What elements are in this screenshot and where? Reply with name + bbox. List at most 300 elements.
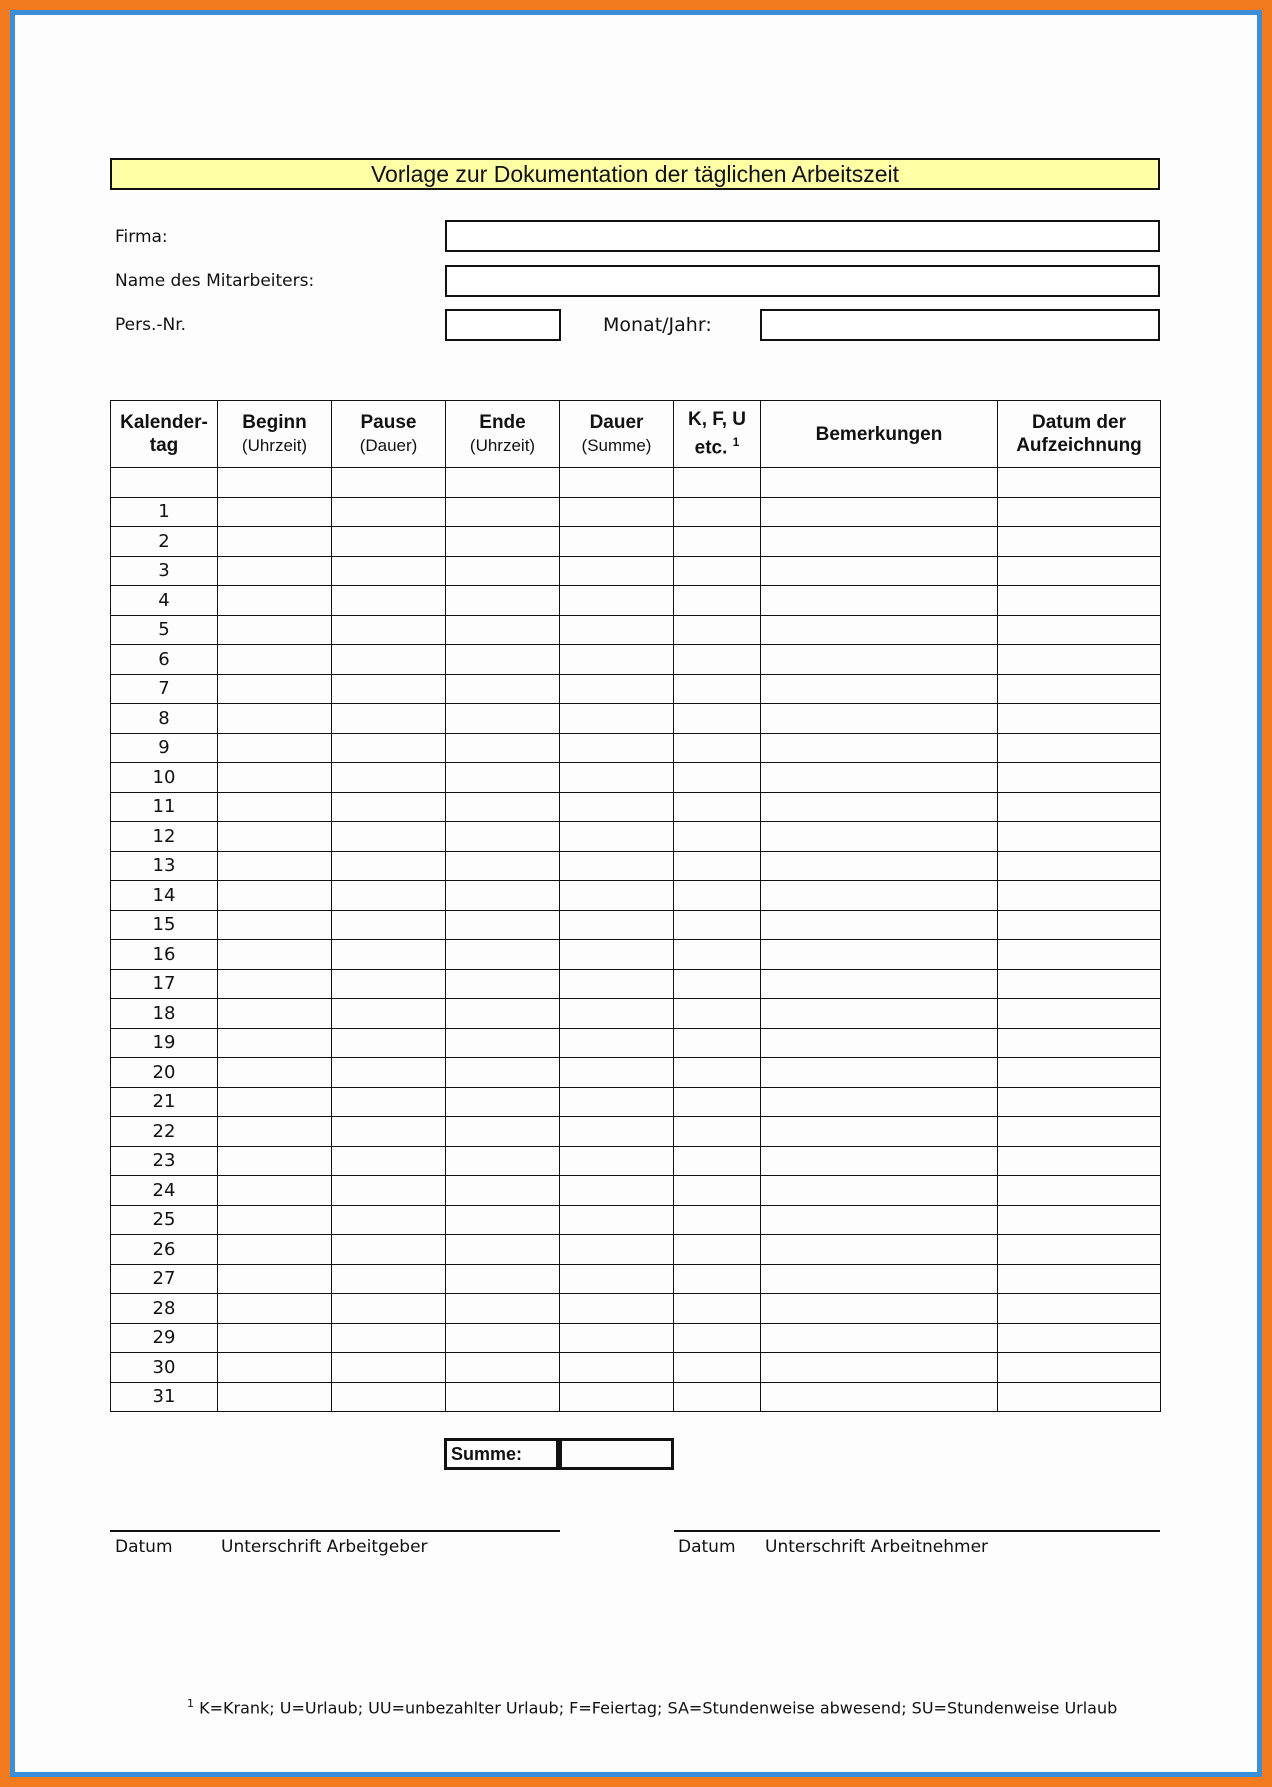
day-number-cell: 8 [111, 704, 218, 734]
entry-cell[interactable] [446, 1176, 560, 1206]
entry-cell[interactable] [998, 497, 1161, 527]
entry-cell[interactable] [218, 792, 332, 822]
entry-cell[interactable] [332, 674, 446, 704]
signature-line-employer [110, 1530, 560, 1532]
entry-cell[interactable] [332, 999, 446, 1029]
entry-cell[interactable] [674, 1028, 761, 1058]
firma-label: Firma: [115, 227, 168, 247]
entry-cell[interactable] [218, 910, 332, 940]
entry-cell[interactable] [674, 1323, 761, 1353]
entry-cell[interactable] [761, 910, 998, 940]
entry-cell[interactable] [218, 1058, 332, 1088]
entry-cell[interactable] [761, 645, 998, 675]
entry-cell[interactable] [998, 851, 1161, 881]
header-kalendertag: Kalender- tag [111, 401, 218, 468]
entry-cell[interactable] [332, 733, 446, 763]
entry-cell[interactable] [332, 1146, 446, 1176]
entry-cell[interactable] [560, 615, 674, 645]
entry-cell[interactable] [332, 1294, 446, 1324]
entry-cell[interactable] [560, 969, 674, 999]
entry-cell[interactable] [674, 527, 761, 557]
entry-cell[interactable] [218, 1382, 332, 1412]
entry-cell[interactable] [446, 497, 560, 527]
entry-cell[interactable] [761, 999, 998, 1029]
entry-cell[interactable] [761, 527, 998, 557]
day-number-cell: 25 [111, 1205, 218, 1235]
entry-cell[interactable] [761, 1028, 998, 1058]
entry-cell[interactable] [674, 822, 761, 852]
entry-cell[interactable] [446, 733, 560, 763]
entry-cell[interactable] [332, 1323, 446, 1353]
entry-cell[interactable] [560, 527, 674, 557]
entry-cell[interactable] [761, 1235, 998, 1265]
date-label-employer: Datum [115, 1537, 173, 1557]
entry-cell[interactable] [998, 645, 1161, 675]
day-number-cell: 21 [111, 1087, 218, 1117]
entry-cell[interactable] [332, 822, 446, 852]
entry-cell[interactable] [218, 733, 332, 763]
entry-cell[interactable] [674, 881, 761, 911]
entry-cell[interactable] [761, 792, 998, 822]
entry-cell[interactable] [218, 763, 332, 793]
day-number-cell: 9 [111, 733, 218, 763]
day-number-cell: 30 [111, 1353, 218, 1383]
entry-cell[interactable] [560, 881, 674, 911]
entry-cell[interactable] [674, 1205, 761, 1235]
entry-cell[interactable] [998, 527, 1161, 557]
entry-cell[interactable] [761, 1205, 998, 1235]
day-row [111, 1087, 1161, 1117]
persnr-field[interactable] [445, 309, 561, 341]
day-row [111, 1382, 1161, 1412]
entry-cell[interactable] [674, 1264, 761, 1294]
day-row [111, 586, 1161, 616]
entry-cell[interactable] [446, 1294, 560, 1324]
entry-cell[interactable] [761, 1146, 998, 1176]
day-row [111, 881, 1161, 911]
day-number-cell: 31 [111, 1382, 218, 1412]
entry-cell[interactable] [560, 1205, 674, 1235]
entry-cell[interactable] [998, 881, 1161, 911]
entry-cell[interactable] [674, 792, 761, 822]
entry-cell[interactable] [560, 1353, 674, 1383]
entry-cell[interactable] [674, 645, 761, 675]
entry-cell[interactable] [560, 674, 674, 704]
entry-cell[interactable] [332, 1382, 446, 1412]
day-row [111, 1205, 1161, 1235]
entry-cell[interactable] [761, 704, 998, 734]
entry-cell[interactable] [560, 1176, 674, 1206]
entry-cell[interactable] [560, 1117, 674, 1147]
entry-cell[interactable] [560, 733, 674, 763]
day-row [111, 704, 1161, 734]
entry-cell[interactable] [560, 556, 674, 586]
entry-cell[interactable] [998, 792, 1161, 822]
entry-cell[interactable] [446, 1205, 560, 1235]
entry-cell[interactable] [446, 940, 560, 970]
entry-cell[interactable] [674, 704, 761, 734]
entry-cell[interactable] [998, 1117, 1161, 1147]
entry-cell[interactable] [998, 763, 1161, 793]
entry-cell[interactable] [674, 969, 761, 999]
entry-cell[interactable] [674, 1087, 761, 1117]
entry-cell[interactable] [218, 1205, 332, 1235]
day-number-cell: 28 [111, 1294, 218, 1324]
entry-cell[interactable] [560, 1294, 674, 1324]
entry-cell[interactable] [674, 586, 761, 616]
day-number-cell: 29 [111, 1323, 218, 1353]
entry-cell[interactable] [761, 674, 998, 704]
entry-cell[interactable] [332, 1353, 446, 1383]
monat-label: Monat/Jahr: [603, 314, 712, 336]
day-row [111, 1058, 1161, 1088]
entry-cell[interactable] [218, 822, 332, 852]
entry-cell[interactable] [218, 1235, 332, 1265]
entry-cell[interactable] [332, 969, 446, 999]
day-row [111, 1028, 1161, 1058]
day-row [111, 645, 1161, 675]
entry-cell[interactable] [446, 1087, 560, 1117]
entry-cell[interactable] [446, 822, 560, 852]
day-row [111, 910, 1161, 940]
entry-cell[interactable] [998, 969, 1161, 999]
entry-cell[interactable] [560, 940, 674, 970]
entry-cell[interactable] [674, 1058, 761, 1088]
entry-cell[interactable] [332, 1176, 446, 1206]
footnote-marker: 1 [187, 1697, 194, 1710]
entry-cell[interactable] [332, 645, 446, 675]
entry-cell[interactable] [761, 586, 998, 616]
document-title: Vorlage zur Dokumentation der täglichen Arbeitszeit [110, 158, 1160, 190]
entry-cell[interactable] [446, 1353, 560, 1383]
entry-cell[interactable] [560, 792, 674, 822]
entry-cell[interactable] [761, 1264, 998, 1294]
entry-cell[interactable] [446, 527, 560, 557]
day-number-cell: 23 [111, 1146, 218, 1176]
entry-cell[interactable] [761, 1176, 998, 1206]
entry-cell[interactable] [218, 468, 332, 498]
day-number-cell: 3 [111, 556, 218, 586]
day-row [111, 763, 1161, 793]
entry-cell[interactable] [446, 792, 560, 822]
entry-cell[interactable] [998, 1205, 1161, 1235]
entry-cell[interactable] [674, 615, 761, 645]
entry-cell[interactable] [560, 1087, 674, 1117]
header-ende: Ende (Uhrzeit) [446, 401, 560, 468]
header-beginn: Beginn (Uhrzeit) [218, 401, 332, 468]
entry-cell[interactable] [560, 704, 674, 734]
entry-cell[interactable] [761, 1323, 998, 1353]
entry-cell[interactable] [761, 733, 998, 763]
entry-cell[interactable] [674, 940, 761, 970]
entry-cell[interactable] [998, 468, 1161, 498]
entry-cell[interactable] [332, 615, 446, 645]
name-label: Name des Mitarbeiters: [115, 271, 315, 291]
entry-cell[interactable] [446, 468, 560, 498]
entry-cell[interactable] [761, 468, 998, 498]
entry-cell[interactable] [218, 1028, 332, 1058]
entry-cell[interactable] [218, 704, 332, 734]
entry-cell[interactable] [998, 1323, 1161, 1353]
entry-cell[interactable] [560, 763, 674, 793]
entry-cell[interactable] [560, 586, 674, 616]
entry-cell[interactable] [560, 1382, 674, 1412]
entry-cell[interactable] [218, 527, 332, 557]
day-row [111, 969, 1161, 999]
summe-field[interactable] [559, 1438, 674, 1470]
entry-cell[interactable] [446, 1264, 560, 1294]
entry-cell[interactable] [446, 1028, 560, 1058]
entry-cell[interactable] [332, 763, 446, 793]
entry-cell[interactable] [998, 1353, 1161, 1383]
entry-cell[interactable] [218, 1294, 332, 1324]
empty-row [111, 468, 1161, 498]
entry-cell[interactable] [332, 1087, 446, 1117]
day-number-cell: 24 [111, 1176, 218, 1206]
entry-cell[interactable] [218, 674, 332, 704]
entry-cell[interactable] [332, 792, 446, 822]
day-number-cell: 12 [111, 822, 218, 852]
entry-cell[interactable] [560, 1028, 674, 1058]
entry-cell[interactable] [332, 527, 446, 557]
entry-cell[interactable] [332, 468, 446, 498]
entry-cell[interactable] [998, 999, 1161, 1029]
entry-cell[interactable] [560, 645, 674, 675]
entry-cell[interactable] [332, 704, 446, 734]
day-row [111, 1323, 1161, 1353]
entry-cell[interactable] [998, 1058, 1161, 1088]
entry-cell[interactable] [674, 910, 761, 940]
header-pause: Pause (Dauer) [332, 401, 446, 468]
day-row [111, 497, 1161, 527]
entry-cell[interactable] [332, 586, 446, 616]
entry-cell[interactable] [761, 556, 998, 586]
entry-cell[interactable] [446, 1117, 560, 1147]
entry-cell[interactable] [674, 674, 761, 704]
entry-cell[interactable] [998, 615, 1161, 645]
entry-cell[interactable] [446, 1146, 560, 1176]
entry-cell[interactable] [218, 556, 332, 586]
entry-cell[interactable] [761, 1382, 998, 1412]
entry-cell[interactable] [332, 881, 446, 911]
header-kfu: K, F, U etc. $^1$ [674, 401, 761, 468]
day-number-cell: 4 [111, 586, 218, 616]
day-number-cell: 16 [111, 940, 218, 970]
entry-cell[interactable] [332, 910, 446, 940]
day-row [111, 1176, 1161, 1206]
entry-cell[interactable] [674, 1146, 761, 1176]
day-row [111, 940, 1161, 970]
entry-cell[interactable] [446, 556, 560, 586]
entry-cell[interactable] [446, 1235, 560, 1265]
entry-cell[interactable] [218, 1353, 332, 1383]
entry-cell[interactable] [674, 556, 761, 586]
entry-cell[interactable] [218, 881, 332, 911]
entry-cell[interactable] [674, 1235, 761, 1265]
name-field[interactable] [445, 265, 1160, 297]
day-number-cell: 7 [111, 674, 218, 704]
date-label-employee: Datum [678, 1537, 736, 1557]
day-row [111, 527, 1161, 557]
entry-cell[interactable] [761, 881, 998, 911]
entry-cell[interactable] [674, 1176, 761, 1206]
entry-cell[interactable] [674, 1382, 761, 1412]
entry-cell[interactable] [674, 1353, 761, 1383]
entry-cell[interactable] [332, 497, 446, 527]
entry-cell[interactable] [332, 1028, 446, 1058]
entry-cell[interactable] [761, 969, 998, 999]
entry-cell[interactable] [998, 556, 1161, 586]
entry-cell[interactable] [332, 1058, 446, 1088]
entry-cell[interactable] [998, 586, 1161, 616]
entry-cell[interactable] [674, 763, 761, 793]
day-number-cell: 17 [111, 969, 218, 999]
day-number-cell: 26 [111, 1235, 218, 1265]
entry-cell[interactable] [998, 1235, 1161, 1265]
entry-cell[interactable] [560, 851, 674, 881]
entry-cell[interactable] [332, 1117, 446, 1147]
entry-cell[interactable] [761, 763, 998, 793]
summe-label: Summe: [444, 1438, 559, 1470]
entry-cell[interactable] [218, 497, 332, 527]
entry-cell[interactable] [332, 1235, 446, 1265]
entry-cell[interactable] [998, 940, 1161, 970]
entry-cell[interactable] [761, 851, 998, 881]
entry-cell[interactable] [560, 468, 674, 498]
entry-cell[interactable] [218, 851, 332, 881]
entry-cell[interactable] [761, 822, 998, 852]
entry-cell[interactable] [998, 1176, 1161, 1206]
day-number-cell: 19 [111, 1028, 218, 1058]
day-number-cell [111, 468, 218, 498]
entry-cell[interactable] [998, 822, 1161, 852]
entry-cell[interactable] [218, 645, 332, 675]
entry-cell[interactable] [446, 586, 560, 616]
entry-cell[interactable] [560, 1264, 674, 1294]
entry-cell[interactable] [560, 1235, 674, 1265]
entry-cell[interactable] [446, 851, 560, 881]
entry-cell[interactable] [560, 497, 674, 527]
header-dauer: Dauer (Summe) [560, 401, 674, 468]
firma-field[interactable] [445, 220, 1160, 252]
entry-cell[interactable] [446, 881, 560, 911]
entry-cell[interactable] [560, 999, 674, 1029]
entry-cell[interactable] [998, 910, 1161, 940]
day-row [111, 822, 1161, 852]
entry-cell[interactable] [446, 645, 560, 675]
entry-cell[interactable] [674, 851, 761, 881]
entry-cell[interactable] [998, 1294, 1161, 1324]
entry-cell[interactable] [446, 999, 560, 1029]
footnote [187, 1697, 1117, 1717]
entry-cell[interactable] [674, 1294, 761, 1324]
entry-cell[interactable] [560, 1323, 674, 1353]
entry-cell[interactable] [560, 822, 674, 852]
entry-cell[interactable] [218, 1117, 332, 1147]
entry-cell[interactable] [332, 940, 446, 970]
day-row [111, 1294, 1161, 1324]
entry-cell[interactable] [998, 1382, 1161, 1412]
entry-cell[interactable] [674, 733, 761, 763]
entry-cell[interactable] [998, 1087, 1161, 1117]
entry-cell[interactable] [674, 999, 761, 1029]
header-datum: Datum der Aufzeichnung [998, 401, 1161, 468]
day-number-cell: 13 [111, 851, 218, 881]
entry-cell[interactable] [998, 1146, 1161, 1176]
entry-cell[interactable] [998, 733, 1161, 763]
entry-cell[interactable] [761, 1117, 998, 1147]
entry-cell[interactable] [560, 910, 674, 940]
entry-cell[interactable] [998, 704, 1161, 734]
entry-cell[interactable] [446, 674, 560, 704]
entry-cell[interactable] [446, 704, 560, 734]
entry-cell[interactable] [218, 1087, 332, 1117]
monat-field[interactable] [760, 309, 1160, 341]
day-number-cell: 27 [111, 1264, 218, 1294]
entry-cell[interactable] [761, 1353, 998, 1383]
entry-cell[interactable] [446, 1058, 560, 1088]
entry-cell[interactable] [446, 615, 560, 645]
entry-cell[interactable] [446, 763, 560, 793]
day-number-cell: 11 [111, 792, 218, 822]
entry-cell[interactable] [218, 615, 332, 645]
entry-cell[interactable] [446, 969, 560, 999]
day-row [111, 733, 1161, 763]
entry-cell[interactable] [218, 999, 332, 1029]
entry-cell[interactable] [674, 1117, 761, 1147]
day-number-cell: 6 [111, 645, 218, 675]
timesheet-table [110, 400, 1161, 1412]
entry-cell[interactable] [761, 1087, 998, 1117]
entry-cell[interactable] [761, 615, 998, 645]
entry-cell[interactable] [332, 556, 446, 586]
entry-cell[interactable] [446, 1382, 560, 1412]
day-row [111, 1235, 1161, 1265]
entry-cell[interactable] [998, 1028, 1161, 1058]
day-row [111, 615, 1161, 645]
entry-cell[interactable] [761, 1058, 998, 1088]
entry-cell[interactable] [218, 1176, 332, 1206]
entry-cell[interactable] [674, 497, 761, 527]
day-row [111, 851, 1161, 881]
entry-cell[interactable] [560, 1146, 674, 1176]
entry-cell[interactable] [761, 940, 998, 970]
entry-cell[interactable] [332, 1205, 446, 1235]
entry-cell[interactable] [218, 1146, 332, 1176]
entry-cell[interactable] [218, 586, 332, 616]
day-number-cell: 14 [111, 881, 218, 911]
entry-cell[interactable] [332, 851, 446, 881]
day-number-cell: 5 [111, 615, 218, 645]
entry-cell[interactable] [674, 468, 761, 498]
entry-cell[interactable] [218, 969, 332, 999]
header-row [111, 401, 1161, 468]
entry-cell[interactable] [332, 1264, 446, 1294]
entry-cell[interactable] [998, 1264, 1161, 1294]
entry-cell[interactable] [218, 1323, 332, 1353]
entry-cell[interactable] [998, 674, 1161, 704]
entry-cell[interactable] [560, 1058, 674, 1088]
signature-label-employee: Unterschrift Arbeitnehmer [765, 1537, 989, 1557]
entry-cell[interactable] [218, 940, 332, 970]
day-number-cell: 2 [111, 527, 218, 557]
entry-cell[interactable] [446, 910, 560, 940]
entry-cell[interactable] [761, 497, 998, 527]
day-number-cell: 1 [111, 497, 218, 527]
entry-cell[interactable] [218, 1264, 332, 1294]
entry-cell[interactable] [446, 1323, 560, 1353]
entry-cell[interactable] [761, 1294, 998, 1324]
